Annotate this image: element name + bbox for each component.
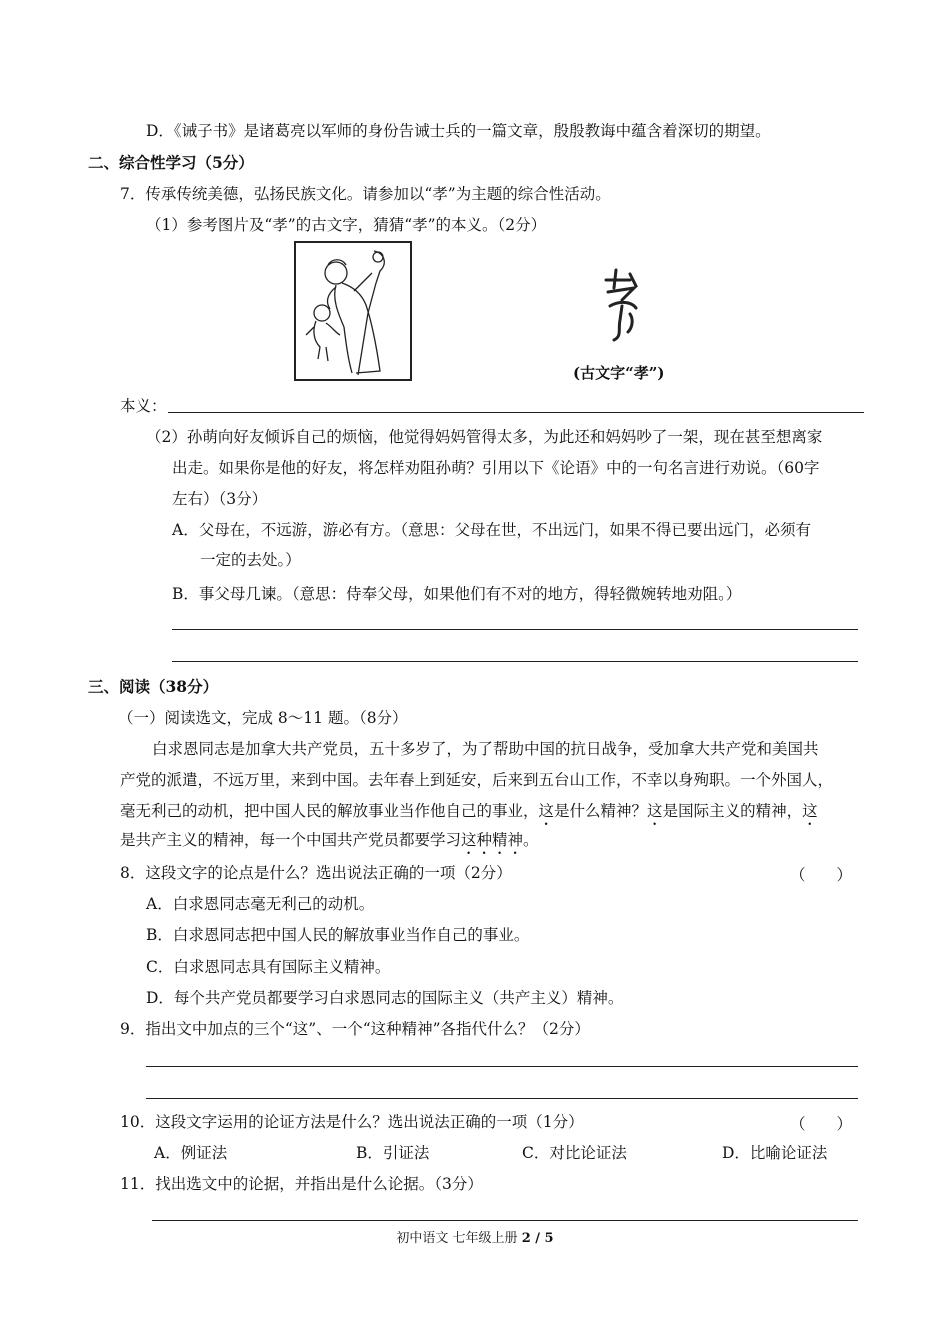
- q7-2-option-a-line2: 一定的去处。）: [200, 551, 301, 569]
- q7-2-answer-line-2[interactable]: [172, 661, 858, 662]
- q10-answer-paren[interactable]: （ ）: [790, 1115, 853, 1133]
- dotted-zhezhong-jingshen: 这种精神: [461, 831, 524, 849]
- q10-option-b[interactable]: B．引证法: [356, 1144, 430, 1162]
- q8-option-d[interactable]: D．每个共产党员都要学习白求恩同志的国际主义（共产主义）精神。: [146, 989, 624, 1007]
- passage-line4: [120, 830, 539, 858]
- reading1-intro: （一）阅读选文，完成 8～11 题。（8分）: [118, 709, 408, 727]
- page-footer: [0, 1227, 950, 1246]
- q6-option-d: D．《诫子书》是诸葛亮以军师的身份告诫士兵的一篇文章，殷殷教诲中蕴含着深切的期望。: [146, 122, 771, 140]
- q10-option-c[interactable]: C．对比论证法: [522, 1144, 627, 1162]
- benyi-answer-line[interactable]: [168, 412, 864, 413]
- q9-answer-line-2[interactable]: [146, 1098, 858, 1099]
- q9-answer-line-1[interactable]: [146, 1066, 858, 1067]
- benyi-label: 本义：: [120, 397, 167, 415]
- q10-option-d[interactable]: D．比喻论证法: [722, 1144, 828, 1162]
- q10-option-a[interactable]: A．例证法: [154, 1144, 228, 1162]
- footer-prefix: 初中语文 七年级上册: [396, 1231, 522, 1246]
- q11-answer-line[interactable]: [152, 1220, 858, 1221]
- q7-2-answer-line-1[interactable]: [172, 629, 858, 630]
- dotted-zhe-1: 这: [538, 802, 555, 820]
- q7-2-line1: （2）孙萌向好友倾诉自己的烦恼，他觉得妈妈管得太多，为此还和妈妈吵了一架，现在甚至想离家: [146, 428, 823, 446]
- q7-2-option-a-line1: A．父母在，不远游，游必有方。（意思：父母在世，不出远门，如果不得已要出远门，必须有: [172, 521, 811, 539]
- passage-line2: 产党的派遣，不远万里，来到中国。去年春上到延安，后来到五台山工作，不幸以身殉职。一个外国人，: [120, 771, 834, 789]
- q9-stem: 9．指出文中加点的三个“这”、一个“这种精神”各指代什么？（2分）: [120, 1020, 590, 1038]
- ancient-char-caption: (古文字“孝”): [573, 364, 665, 382]
- q8-stem: 8．这段文字的论点是什么？选出说法正确的一项（2分）: [120, 864, 512, 882]
- q7-2-option-b: B．事父母几谏。（意思：侍奉父母，如果他们有不对的地方，得轻微婉转地劝阻。）: [172, 585, 742, 603]
- passage-line3-c: 是国际主义的精神，: [662, 802, 803, 820]
- q8-option-a[interactable]: A．白求恩同志毫无利己的动机。: [146, 895, 375, 913]
- elder-child-drawing: [296, 243, 410, 379]
- passage-line3: [120, 801, 818, 829]
- q8-option-c[interactable]: C．白求恩同志具有国际主义精神。: [146, 958, 391, 976]
- passage-line4-b: 。: [523, 831, 539, 849]
- passage-line3-b: 是什么精神？: [554, 802, 648, 820]
- passage-line3-a: 毫无利己的动机，把中国人民的解放事业当作他自己的事业，: [120, 802, 539, 820]
- q11-stem: 11．找出选文中的论据，并指出是什么论据。（3分）: [120, 1175, 483, 1193]
- q7-1-question: （1）参考图片及“孝”的古文字，猜猜“孝”的本义。（2分）: [146, 216, 547, 234]
- passage-line4-a: 是共产主义的精神，每一个中国共产党员都要学习: [120, 831, 462, 849]
- page-number: 2 / 5: [521, 1231, 554, 1246]
- dotted-zhe-2: 这: [647, 802, 663, 820]
- q7-stem: 7．传承传统美德，弘扬民族文化。请参加以“孝”为主题的综合性活动。: [120, 185, 611, 203]
- q8-option-b[interactable]: B．白求恩同志把中国人民的解放事业当作自己的事业。: [146, 926, 530, 944]
- filial-piety-illustration: [294, 241, 412, 381]
- passage-line1: 白求恩同志是加拿大共产党员，五十多岁了，为了帮助中国的抗日战争，受加拿大共产党和美国共: [152, 740, 819, 758]
- q7-2-line2: 出走。如果你是他的好友，将怎样劝阻孙萌？引用以下《论语》中的一句名言进行劝说。（60字: [172, 459, 820, 477]
- q10-stem: 10．这段文字运用的论证方法是什么？选出说法正确的一项（1分）: [120, 1113, 584, 1131]
- dotted-zhe-3: 这: [802, 802, 818, 820]
- section2-title: 二、综合性学习（5分）: [88, 153, 254, 172]
- q7-2-line3: 左右）（3分）: [172, 490, 268, 508]
- ancient-xiao-glyph: [600, 266, 650, 346]
- section3-title: 三、阅读（38分）: [88, 677, 219, 696]
- q8-answer-paren[interactable]: （ ）: [790, 866, 853, 884]
